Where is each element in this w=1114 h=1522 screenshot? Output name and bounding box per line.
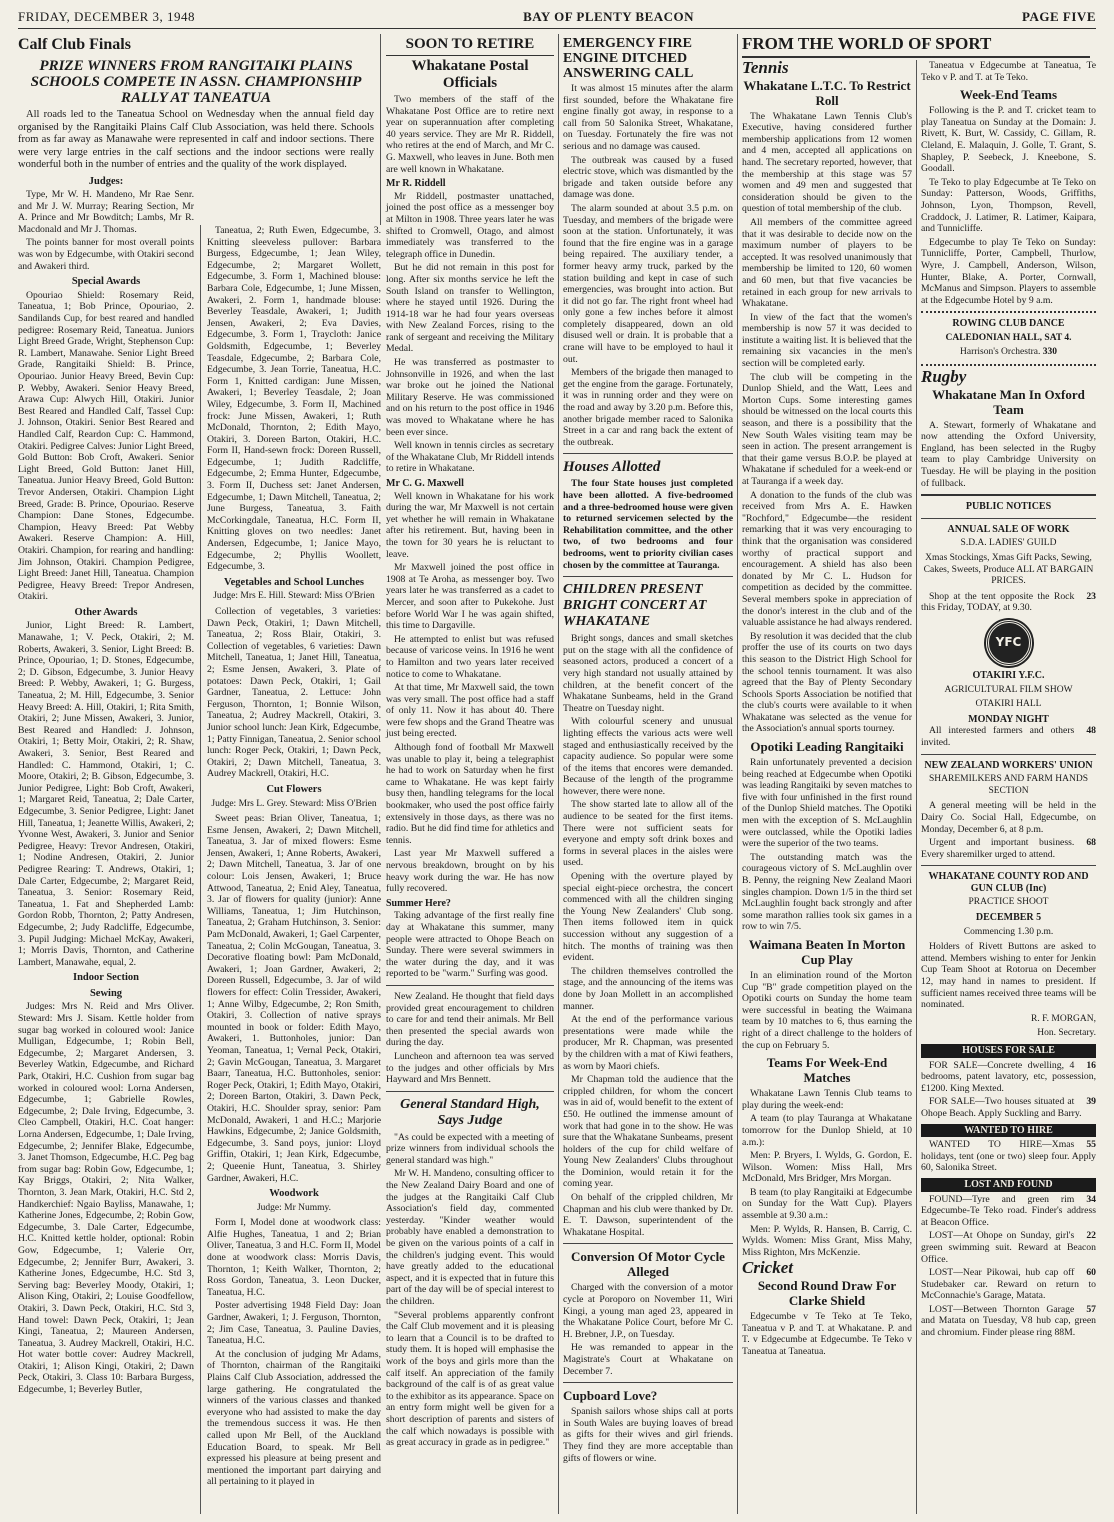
paragraph: Last year Mr Maxwell suffered a nervous breakdown, brought on by his heavy work during the war. He has now fully recovered. <box>386 848 554 895</box>
paragraph: Well known in Whakatane for his work during the war, Mr Maxwell is not certain yet whether he will remain in Whakatane after his retirement. But, having been in the town for 30 years he is reluctant to leave. <box>386 490 554 560</box>
paragraph: In view of the fact that the women's membership is now 57 it was decided to institute a waiting list. It is believed that the remaining six vacancies in the men's section will be completed early. <box>742 311 912 370</box>
ad-number: 23 <box>1086 590 1096 602</box>
paragraph: Judge: Mrs L. Grey. Steward: Miss O'Brien <box>211 798 377 809</box>
paragraph: The children themselves controlled the stage, and the announcing of the items was done by Joan Mollett in an accomplished manner. <box>563 965 733 1012</box>
paragraph: A donation to the funds of the club was received from Mrs A. E. Hawken "Rochford," Edgecumbe—the resident remarking that it was very encouraging to think that the organisation was considered worthy of practical support and encouragement. A shield has also been donated by Mr C. L. Hudson for competition as decided by the committee. Several members spoke in appreciation of the donor's interest in the club and of the valuable assistance he had always rendered. <box>742 489 912 629</box>
ad-union-text <box>921 837 1096 860</box>
headline-motor-cycle: Conversion Of Motor Cycle Alleged <box>571 1249 725 1280</box>
classified-ad <box>921 1139 1096 1174</box>
divider <box>921 364 1096 366</box>
paragraph: But he did not remain in this post for long. After six months service he left the South Island on transfer to Wellington, where he stayed until 1926. During the 1914-18 war he had four years overseas with New Zealand Forces, rising to the rank of sergeant and receiving the Military Medal. <box>386 262 554 355</box>
paragraph: Taking advantage of the first really fine day at Whakatane this summer, many people were attracted to Ohope Beach on Sunday. There were several swimmers in the water during the day, and it was reported to be "warm." Surfing was good. <box>386 910 554 980</box>
divider <box>386 985 554 986</box>
subhead-cut-flowers: Cut Flowers <box>266 783 322 795</box>
paragraph: He was transferred as postmaster to Johnsonville in 1926, and when the last war broke out he joined the National Military Reserve. He was commissioned and on his return to the post office in 1946 was moved to Whakatane where he has been ever since. <box>386 357 554 438</box>
divider <box>921 518 1096 519</box>
ad-number: 60 <box>1086 1267 1096 1279</box>
ad-rowing-venue: CALEDONIAN HALL, SAT 4. <box>945 332 1072 343</box>
public-notices-header: PUBLIC NOTICES <box>965 501 1052 513</box>
headline-fire-engine: EMERGENCY FIRE ENGINE DITCHED ANSWERING CALL <box>563 36 694 81</box>
paragraph: A team (to play Tauranga at Whakatane tomorrow for the Dunlop Shield, at 10 a.m.): <box>742 1113 912 1148</box>
paragraph: Whakatane Lawn Tennis Club teams to play during the week-end: <box>742 1088 912 1111</box>
paragraph: The show started late to allow all of the audience to be seated for the first items. There were not sufficient seats for everyone and empty soft drink boxes and forms in several places in the aisles were used. <box>563 799 733 869</box>
headline-general-standard: General Standard High, Says Judge <box>400 1096 540 1128</box>
ad-sale-text <box>921 591 1096 614</box>
ad-text: FOR SALE—Two houses situated at Ohope Beach. Apply Suckling and Barry. <box>921 1096 1082 1119</box>
paragraph: Mr Maxwell joined the post office in 1908 at Te Aroha, as messenger boy. Two years later he was transferred as a cadet to Mercer, and soon after to Pukekohe. Just before World War I he was again shifted, this time to Dargaville. <box>386 562 554 632</box>
paragraph: Bright songs, dances and small sketches put on the stage with all the confidence of seasoned actors, produced a concert of a very high standard not usually attained by children, at the benefit concert of the Whakatane Sunbeams, held in the Grand Theatre on Tuesday night. <box>563 633 733 714</box>
paragraph: Members of the brigade then managed to get the engine from the garage. Fortunately, it was in running order and they were on the road and away by 3.20 p.m. Before this, another brigade member raced to Salonika Street in a car and rang back the extent of the outbreak. <box>563 367 733 448</box>
paragraph: Type, Mr W. H. Mandeno, Mr Rae Senr. and Mr J. W. Murray; Rearing Section, Mr A. Prince and Mr Bowditch; Lambs, Mr R. Macdonald and Mr J. Thomas. <box>18 189 194 235</box>
headline-cupboard: Cupboard Love? <box>563 1388 658 1404</box>
ad-number: 39 <box>1086 1096 1096 1108</box>
paragraph: Edgecumbe v Te Teko at Te Teko, Taneatua v P. and T. at Whakatane. P. and T. v Edgecumbe at Edgecumbe. Te Teko v Taneatua at Taneatua. <box>742 1311 912 1357</box>
paragraph: Two members of the staff of the Whakatane Post Office are to retire next year on superannuation after completing 40 years service. They are Mr R. Riddell, who retires at the end of March, and Mr C. G. Maxwell, who leaves in June. Both men are well known in Whakatane. <box>386 94 554 175</box>
headline-calf-club: PRIZE WINNERS FROM RANGITAIKI PLAINS SCHOOLS COMPETE IN ASSN. CHAMPIONSHIP RALLY AT TANEATUA <box>30 58 362 106</box>
ad-number: 48 <box>1086 725 1096 737</box>
paragraph: At that time, Mr Maxwell said, the town was very small. The post office had a staff of only 11. Now it has about 40. There were few shops and the Grand Theatre was just being erected. <box>386 682 554 740</box>
ad-number: 55 <box>1086 1139 1096 1151</box>
paragraph: The points banner for most overall points was won by Edgecumbe, with Otakiri second and Awakeri third. <box>18 237 194 272</box>
subhead-vegetables: Vegetables and School Lunches <box>224 576 364 588</box>
paragraph: At the conclusion of judging Mr Adams, of Thornton, chairman of the Rangitaiki Plains Calf Club Association, addressed the large gathering. He congratulated the winners of the various classes and thanked everyone who had assisted to make the day the tremendous success it was. He then called upon Mr Bell, of the Auckland Education Board, to speak. Mr Bell expressed his pleasure at being present and mentioned the important part dairying and all pertaining to it played in <box>207 1348 381 1488</box>
column-4 <box>563 34 733 1514</box>
paragraph: Taneatua, 2; Ruth Ewen, Edgecumbe, 3. Knitting sleeveless pullover: Barbara Burgess, Edgecumbe, 1; Jean Wiley, Edgecumbe, 2; Margaret Wollett, Edgecumbe, 3. Form 1, Machined blouse: Barbara Cole, Edgecumbe, 1; June Missen, Awakeri, 2. Form 1, handmade blouse: Beverley Teasdale, Awakeri, 1; Judith Jensen, Awakeri, 2; Eva Davies, Edgecumbe, 3. Form 1, Traycloth: Janice Goldsmith, Edgecumbe, 1; Beverley Teasdale, Edgecumbe, 2; Barbara Cole, Edgecumbe, 3. Jean Torrie, Taneatua, H.C. Form 1, Knitted cardigan: June Missen, Awakeri, 1; Beverley Teasdale, 2; Joan Wiley, Edgecumbe, 3. Form II, Machined frock: June Missen, Awakeri, 1; Ruth McDonald, Thornton, 2; Edith Mayo, Otakiri, 3. Doreen Barton, Otakiri, H.C. Form II, Hand-sewn frock: Doreen Russell, Edgecumbe, 1; Judith Radcliffe, Edgecumbe, 2; Emma Hunter, Edgecumbe, 3. Form II, Duchess set: Janet Andersen, Edgecumbe, 1; Dawn Mitchell, Taneatua, 2; June Burgess, Taneatua, 3. Faith McCorkingdale, Taneatua, H.C. Form II, Knitting gloves on two needles: Janet Andersen, Edgecumbe, 1; Janice Mayo, Edgecumbe, 2; Phyllis Woollett, Edgecumbe, 3. <box>207 225 381 573</box>
divider <box>563 453 733 454</box>
paragraph: "Several problems apparently confront the Calf Club movement and it is pleasing to learn that a Council is to be drafted to study them. It is hoped will emphasise the work of the boys and girls more than the calf itself. An appreciation of the family background of the calf is of as great value to the exhibitor as its appearance. Space on an entry form might well be given for a short description of parents and sisters of the calf which nowadays is possible with as great accuracy in grade as in pedigree." <box>386 1309 554 1449</box>
paragraph: Sweet peas: Brian Oliver, Taneatua, 1; Esme Jensen, Awakeri, 2; Dawn Mitchell, Taneatua, 3. Jar of mixed flowers: Esme Jensen, Awakeri, 1; Anne Roberts, Awakeri, 2; Dawn Mitchell, Taneatua, 3. Jar of one colour: Lois Jensen, Awakeri, 1; Bruce Attwood, Taneatua, 2; Enid Aley, Taneatua, 3. Jar of flowers for quality (junior): Anne Williams, Taneatua, 1; Jim Hutchinson, Taneatua, 2; Graham Hutchinson, 3. Senior: Pam McDonald, Awakeri, 1; Gael Carpenter, Taneatua, 2; Colin McGougan, Taneatua, 3. Decorative floating bowl: Pam McDonald, Awakeri, 1; Joan Gardner, Awakeri, 2; Doreen Russell, Edgecumbe, 3. Jar of wild flowers for effect: Colin Tressider, Awakeri, 1; Anne Wilby, Edgecumbe, 2; Ron Smith, Otakiri, 3. Collection of native sprays mounted in book or folder: Edith Mayo, Awakeri, 1. Buttonholes, junior: Dan Yeoman, Taneatua, 1; Vernal Peck, Otakiri, 2; Gavin McGougan, Taneatua, 3. Margaret Baarr, Taneatua, H.C. Buttonholes, senior: Roger Peck, Otakiri, 1; Edith Mayo, Otakiri, 2; Doreen Barton, Otakiri, 3. Dawn Peck, Otakiri, H.C. Shoulder spray, senior: Pam McDonald, Awakeri, 1 and H.C.; Marjorie Hawkins, Edgecumbe, 2; Janice Goldsmith, Edgecumbe, 3. Sand poys, junior: Lloyd Griffin, Otakiri, 1; Jean Kirk, Edgecumbe, 2; Queenie Hunt, Taneatua, 3. Shirley Gardner, Awakeri, H.C. <box>207 813 381 1184</box>
paragraph: Judge: Mr Nummy. <box>256 1202 332 1213</box>
headline-week-end-teams: Week-End Teams <box>959 87 1058 103</box>
paragraph: B team (to play Rangitaiki at Edgecumbe on Sunday for the Watt Cup). Players assemble at 9.30 a.m.: <box>742 1186 912 1222</box>
divider <box>563 1382 733 1383</box>
column-rule <box>558 34 559 1514</box>
kicker-calf-club: Calf Club Finals <box>18 36 131 53</box>
paragraph: The club will be competing in the Dunlop Shield, and the Watt, Lees and Morton Cups. Some interesting games should be witnessed on the local courts this season, and there is a possibility that the New South Wales visiting team may be seen in action. The present arrangement is that their game versus B.O.P. be played at Whakatane if scheduled for a week-end or at Tauranga if a week day. <box>742 371 912 487</box>
paragraph: Mr Riddell, postmaster unattached, joined the post office as a messenger boy at Milton in 1908. Three years later he was shifted to Cromwell, Otago, and almost immediately was transferred to the telegraph office in Dunedin. <box>386 190 554 260</box>
subhead-maxwell: Mr C. G. Maxwell <box>386 478 464 489</box>
paragraph: It was almost 15 minutes after the alarm first sounded, before the Whakatane fire engine finally got away, in response to a call from 50 Salonika Street, Whakatane, on Tuesday. Fortunately the fire was not serious and no damage was caused. <box>563 83 733 152</box>
divider <box>921 311 1096 313</box>
classified-header-houses: HOUSES FOR SALE <box>921 1044 1096 1058</box>
paragraph: The outbreak was caused by a fused electric stove, which was dismantled by the brigade and taken outside before any damage was done. <box>563 154 733 201</box>
ad-number: 34 <box>1086 1193 1096 1205</box>
ad-text: WANTED TO HIRE—Xmas holidays, tent (one or two) sleep four. Apply 60, Salonika Street. <box>921 1139 1096 1174</box>
divider <box>921 494 1096 496</box>
paragraph: Edgecumbe to play Te Teko on Sunday: Tunnicliffe, Porter, Campbell, Thurlow, Wyre, J. Campbell, Anderson, Wilson, Hunter, Blake, A. Porter, Cornwall, McManus and Simpson. Players to assemble at the Edgecumbe Hotel by 9 a.m. <box>921 236 1096 306</box>
paragraph: Mr Chapman told the audience that the crippled children, for whom the concert was in aid of, would benefit to the extent of £50. He outlined the immense amount of work that had gone in to the show. He was sure that the Whakatane Sunbeams, present holders of the cup for child welfare of Young New Zealanders' Clubs throughout the Dominion, would retain it for the coming year. <box>563 1074 733 1190</box>
ad-number: 68 <box>1086 837 1096 849</box>
headline-ltc: Whakatane L.T.C. To Restrict Roll <box>743 77 911 108</box>
subhead-summer: Summer Here? <box>386 897 451 909</box>
section-cricket: Cricket <box>742 1258 793 1278</box>
paragraph: Well known in tennis circles as secretary of the Whakatane Club, Mr Riddell intends to retire in Whakatane. <box>386 440 554 475</box>
headline-teams: Teams For Week-End Matches <box>766 1055 888 1086</box>
ad-rowing-music <box>921 347 1096 359</box>
ad-number: 57 <box>1086 1303 1096 1315</box>
subhead-special-awards: Special Awards <box>71 276 141 288</box>
ad-text: LOST—Between Thornton Garage and Matata on Tuesday, V8 hub cap, green and chromium. Finder please ring 88M. <box>921 1303 1096 1339</box>
ad-yfc-title: OTAKIRI Y.F.C. <box>972 669 1045 681</box>
paragraph: He was remanded to appear in the Magistrate's Court at Whakatane on December 7. <box>563 1342 733 1377</box>
paragraph: The alarm sounded at about 3.5 p.m. on Tuesday, and members of the brigade were soon at the station. Unfortunately, it was found that the fire engine was in a garage being repaired. The auxiliary tender, a former heavy army truck, parked by the station building and kept in case of such emergencies, was brought into action. But it did not go far. The right front wheel had only gone a few inches before it almost completely disappeared, down an old disused well or drain. It is probable that a crane will have to be employed to haul it out. <box>563 202 733 365</box>
classified-ad <box>921 1304 1096 1339</box>
yfc-logo-icon: YFC <box>986 620 1032 666</box>
paragraph: Mr W. H. Mandeno, consulting officer to the New Zealand Dairy Board and one of the judges at the Rangitaiki Calf Club Association's field day, commented yesterday. "Kinder weather would probably have enabled a demonstration to be given on the various points of a calf in the children's judging event. This would have greatly added to the educational aspect, and it is expected that in future this part of the day will be of special interest to the children. <box>386 1168 554 1307</box>
paragraph: Te Teko to play Edgecumbe at Te Teko on Sunday: Patterson, Woods, Griffiths, Johnson, Lyon, Thompson, Revell, Craddock, J. Latimer, R. Latimer, Kaipara, and Tunnicliffe. <box>921 176 1096 235</box>
paragraph: Opouriao Shield: Rosemary Reid, Taneatua, 1; Bob Prince, Opouriao, 2. Sandilands Cup, for best reared and handled pedigree: Rosemary Reid, Taneatua. Juniors Light Breed Grade, Wright, Stephenson Cup: R. Lambert, Manawahe. Senior Light Breed Grade, Rangitaiki Shield: B. Prince, Opouriao. Junior Heavy Breed, Bevin Cup: P. Webby, Awakeri. Senior Heavy Breed, Arawa Cup: Alwych Hill, Otakiri. Junior Best Reared and Handled Calf, Tassel Cup: J. Johnson, Otakiri. Senior Best Reared and Handled Calf, Reardon Cup: C. Hammond, Otakiri. Pedigree Calves: Junior Light Breed, Gold Button: Bob Croft, Awakeri. Senior Light Breed, Gold Button: Janet Hill, Taneatua. Junior Heavy Breed, Gold Button: Trevor Andersen, Otakiri. Champion Light Breed, Grade: B. Prince, Opouriao. Reserve Champion: Dane Stones, Edgecumbe. Champion, Heavy Breed: Pat Webby Awakeri. Reserve Champion: A. Hill, Otakiri. Champion, for rearing and handling: Jim Johnson, Otakiri. Champion Pedigree, Light Breed: Janet Hill, Taneatua. Champion Pedigree, Heavy Breed: Trepor Andresen, Otakiri. <box>18 289 194 603</box>
paragraph: New Zealand. He thought that field days provided great encouragement to children to care for and tend their animals. Mr Bell then presented the special awards won during the day. <box>386 990 554 1049</box>
headline-clarke-shield: Second Round Draw For Clarke Shield <box>757 1278 897 1309</box>
ad-text: FOR SALE—Concrete dwelling, 4 bedrooms, patent lavatory, etc, possession, £1200. King Mexted. <box>921 1059 1096 1094</box>
ad-gun-text: Commencing 1.30 p.m. <box>963 926 1054 937</box>
ad-gun-title: WHAKATANE COUNTY ROD AND GUN CLUB (Inc) <box>928 871 1089 894</box>
paragraph: The Whakatane Lawn Tennis Club's Executive, having considered further membership applications from 12 women and 4 men, accepted all applications on hand. The secretary reported, however, that the membership at this stage was 57 women and 49 men and suggested that consideration should be given to the question of total membership of the club. <box>742 110 912 215</box>
paragraph: "As could be expected with a meeting of prize winners from individual schools the general standard was high." <box>386 1131 554 1166</box>
paragraph: Junior, Light Breed: R. Lambert, Manawahe, 1; V. Peck, Otakiri, 2; M. Roberts, Awakeri, 3. Senior, Light Breed: B. Prince, Opouriao, 1; D. Stones, Edgecumbe, 2; D. Gibson, Edgecumbe, 3. Junior Heavy Breed: P. Webby, Awakeri, 1; G. Burgess, Taneatua, 2; M. Hill, Edgecumbe, 3. Senior Heavy Breed: A. Hill, Otakiri, 1; Rita Smith, Otakiri, 2; June Missen, Awakeri, 3. Junior, Best Reared and Handled: J. Johnson, Otakiri, 1; Betty Moir, Otakiri, 2; R. Shaw, Awakeri, 3. Senior, Best Reared and Handled: C. Hammond, Otakiri, 1; C. Moore, Otakiri, 2; B. Gibson, Edgecumbe, 3. Junior Pedigree, Light: Bob Croft, Awakeri, 1; Margaret Reid, Taneatua, 2; Dale Carter, Edgecumbe, 3. Senior Pedigree, Light: Janet Hill, Taneatua, 1; Jeanette Willis, Awakeri, 2; Yvonne West, Awakeri, 3. Junior and Senior Pedigree, Heavy: Trevor Andresen, Otakiri, 1; Nodine Andresen, Otakiri, 2. Junior Pedigree Rearing: T. Andrews, Otakiri, 1; Dale Carter, Edgecumbe, 2; Margaret Reid, Taneatua, 3. Senior: Rosemary Reid, Taneatua, 1. Fat and Shepherded Lamb: Gordon Robb, Thornton, 2; Patty Andresen, Edgecumbe, 2; Judy Radcliffe, Edgecumbe, 3. Pupil Judging: Michael McKay, Awakeri, 1; Morris Davis, Thornton, and Catherine Lambert, Manawahe, equal, 2. <box>18 620 194 968</box>
divider <box>921 754 1096 755</box>
paragraph: Rain unfortunately prevented a decision being reached at Edgecumbe when Opotiki was leading Rangitaiki by seven matches to five with four unfinished in the first round of the Dunlop Shield matches. The Opotiki men with the exception of S. McLaughlin were outclassed, while the Opotiki ladies were the superior of the two teams. <box>742 757 912 850</box>
column-3 <box>386 34 554 1514</box>
subhead-sewing: Sewing <box>89 987 123 999</box>
ad-rowing-title: ROWING CLUB DANCE <box>952 318 1065 330</box>
paragraph: Men: P. Wylds, R. Hansen, B. Carrig, C. Wylds. Women: Miss Grant, Miss Mahy, Miss Righton, Mrs McKenzie. <box>742 1223 912 1258</box>
subhead-other-awards: Other Awards <box>74 606 138 618</box>
headline-oxford: Whakatane Man In Oxford Team <box>932 386 1085 417</box>
divider <box>921 865 1096 866</box>
headline-postal: Whakatane Postal Officials <box>411 58 529 91</box>
divider <box>386 1091 554 1092</box>
classified-ad <box>921 1194 1096 1229</box>
ad-gun-text: DECEMBER 5 <box>975 912 1042 924</box>
ad-gun-signature: R. F. MORGAN, <box>1031 1013 1096 1024</box>
ad-number: 16 <box>1086 1059 1096 1071</box>
paragraph: The outstanding match was the courageous victory of S. McLaughlin over B. Penny, the reigning New Zealand Maori singles champion. Down 1/5 in the third set McLaughlin fought back strongly and after some marathon rallies took six games in a row to win 7/5. <box>742 851 912 933</box>
ad-yfc-text: MONDAY NIGHT <box>968 713 1049 725</box>
ad-union-sub: SHAREMILKERS AND FARM HANDS SECTION <box>929 774 1088 796</box>
ad-number: 22 <box>1086 1230 1096 1242</box>
paragraph: Judges: Mrs N. Reid and Mrs Oliver. Steward: Mrs J. Sisam. Kettle holder from sugar bag worked in coloured wool: Janice Mulligan, Edgecumbe, 1; Robin Bell, Edgecumbe, 2; Margaret Andersen, 3. Beverley Watkin, Edgecumbe, and Richard Park, Otakiri, H.C. Cushion from sugar bag worked in coloured wool: Lorna Andersen, Edgecumbe, 1; Gabrielle Rowles, Edgecumbe, 2; Dale Irving, Edgecumbe, 3. Cleo Campbell, Otakiri, H.C. Coat hanger: Lorna Andersen, Edgecumbe, 1; Dale Irving, Edgecumbe, 2; Jennifer Blake, Edgecumbe, 3. Janet Thomson, Edgecumbe, H.C. Peg bag from sugar bag: Robin Gow, Edgecumbe, 1; Kay Briggs, Otakiri, 2; Nita Walker, Thornton, 3. Jean Mark, Otakiri, H.C. Std 2, Handkerchief: Ngaio Bayliss, Manawahe, 1; Katherine Jones, Edgecumbe, 2; Robin Gow, Edgecumbe, 3. Dale Carter, Edgecumbe, H.C. Knitted kettle holder, optional: Robin Gow, Edgecumbe, 1; Valerie Orr, Edgecumbe, 2; Jennifer Burr, Awakeri, 3. Katherine Jones, Edgecumbe, H.C. Std 3, Serving bag: Beverley Moody, Otakiri, 1; Alison King, Otakiri, 2; Louise Goodfellow, Otakiri, 3. Dawn Peck, Otakiri, H.C. Std 3, Hand towel: Dawn Peck, Otakiri, 1; Jean Kingi, Taneatua, 2; Maureen Andersen, Taneatua, 3. Audrey Mackrell, Otakiri, H.C. Hot water bottle cover: Audrey Mackrell, Otakiri, 1; Alison Kingi, Otakiri, 2; Dawn Peck, Otakiri, 3. Class 10: Barbara Burgess, Edgecumbe, 1; Beverley Butler, <box>18 1001 194 1396</box>
column-2-content <box>200 225 381 1514</box>
paragraph: Poster advertising 1948 Field Day: Joan Gardner, Awakeri, 1; J. Ferguson, Thornton, 2; Jim Case, Taneatua, 3. Pauline Davies, Taneatua, H.C. <box>207 1300 381 1347</box>
ad-union-title: NEW ZEALAND WORKERS' UNION <box>924 759 1093 771</box>
paragraph: All members of the committee agreed that it was desirable to decide now on the maximum number of players to be accepted. It was resolved unanimously that membership be limited to 120, 60 women and 60 men, but that five vacancies be retained in each group for new arrivals to Whakatane. <box>742 216 912 310</box>
paragraph: Collection of vegetables, 3 varieties: Dawn Peck, Otakiri, 1; Dawn Mitchell, Taneatua, 2; Ross Blair, Otakiri, 3. Collection of vegetables, 6 varieties: Dawn Mitchell, Taneatua, 1; Janet Hill, Taneatua, 2; Esme Jensen, Awakeri, 3. Plate of potatoes: Dawn Peck, Otakiri, 1; Gail Gardner, Taneatua, 2. Lettuce: John Ferguson, Thornton, 1; Bonnie Wilson, Taneatua, 2; Audrey Mackrell, Otakiri, 3. Junior school lunch: Jean Kirk, Edgecumbe, 1; Patty Finnigan, Taneatua, 2. Senior school lunch: Roger Peck, Otakiri, 1; Dawn Peck, Otakiri, 2; Dawn Mitchell, Taneatua, 3. Audrey Mackrell, Otakiri, H.C. <box>207 606 381 780</box>
paragraph: Taneatua v Edgecumbe at Taneatua, Te Teko v P. and T. at Te Teko. <box>921 60 1096 83</box>
classified-header-lost: LOST AND FOUND <box>921 1178 1096 1192</box>
ad-yfc-text: OTAKIRI HALL <box>975 699 1042 710</box>
ad-text: FOUND—Tyre and green rim Edgecumbe-Te Teko road. Finder's address at Beacon Office. <box>921 1193 1096 1228</box>
subhead-woodwork: Woodwork <box>269 1188 319 1200</box>
ad-sale-sub: S.D.A. LADIES' GUILD <box>960 538 1057 549</box>
subhead-indoor-section: Indoor Section <box>72 972 140 984</box>
subhead-judges: Judges: <box>88 175 124 187</box>
paragraph: Judge: Mrs E. Hill. Steward: Miss O'Brien <box>213 591 375 602</box>
paragraph: Luncheon and afternoon tea was served to the judges and other officials by Mrs Hayward and Mrs Bennett. <box>386 1050 554 1086</box>
page-number: PAGE FIVE <box>1022 9 1096 24</box>
ad-yfc-footer <box>921 725 1096 748</box>
column-rule <box>737 34 738 1514</box>
headline-waimana: Waimana Beaten In Morton Cup Play <box>748 936 906 967</box>
sport-banner: FROM THE WORLD OF SPORT <box>742 34 1090 58</box>
ad-sale-title: ANNUAL SALE OF WORK <box>947 523 1070 535</box>
subhead-riddell: Mr R. Riddell <box>386 178 446 190</box>
headline-concert: CHILDREN PRESENT BRIGHT CONCERT AT WHAKATANE <box>563 582 707 630</box>
paragraph: Charged with the conversion of a motor cycle at Poroporo on November 11, Wiri Kingi, a young man aged 23, appeared in the Whakatane Police Court, before Mr C. H. Brebner, J.P., on Tuesday. <box>563 1282 733 1340</box>
paragraph: The four State houses just completed have been allotted. A five-bedroomed and a three-bedroomed house were given to returned servicemen selected by the Rehabilitation committee, and the other two, of two bedrooms and four bedrooms, went to priority civilian cases chosen by the committee at Tauranga. <box>563 478 733 571</box>
ad-text: Urgent and important business. Every sharemilker urged to attend. <box>921 837 1075 860</box>
lede-calf-club: All roads led to the Taneatua School on Wednesday when the annual field day organised by the Rangitaiki Plains Calf Club Association, was held there. Schools from as far away as Manawahe were represented in calf and indoor sections. There were very large entries in the calf sections and the indoor sections were really wonderful both in the number of entries and the quality of the work displayed. <box>18 109 374 170</box>
ad-gun-text: PRACTICE SHOOT <box>968 897 1049 908</box>
classified-ad <box>921 1230 1096 1265</box>
ad-text: Harrison's Orchestra. <box>960 347 1041 358</box>
ad-sale-items: Xmas Stockings, Xmas Gift Packs, Sewing, Cakes, Sweets, Produce ALL AT BARGAIN PRICES. <box>923 553 1094 587</box>
divider <box>563 576 733 577</box>
paragraph: A. Stewart, formerly of Whakatane and now attending the Oxford University, England, has been selected in the Rugby team to play Cambridge University on Tuesday. He will be playing in the position of fullback. <box>921 419 1096 489</box>
section-rugby: Rugby <box>921 367 967 387</box>
column-6 <box>921 60 1096 1514</box>
ad-text: All interested farmers and others invited. <box>921 725 1075 748</box>
column-rule <box>916 60 917 1514</box>
paragraph: He attempted to enlist but was refused because of varicose veins. In 1916 he went to Hamilton and two years later received notice to come to Whakatane. <box>386 633 554 680</box>
paragraph: Men: P. Bryers, I. Wylds, G. Gordon, E. Wilson. Women: Miss Hall, Mrs McDonald, Mrs Bridger, Mrs Morgan. <box>742 1150 912 1185</box>
headline-houses: Houses Allotted <box>563 459 661 476</box>
classified-ad <box>921 1060 1096 1095</box>
paragraph: Spanish sailors whose ships call at ports in South Wales are buying loaves of bread as gifts for their wives and girl friends. They find they are more acceptable than gifts of flowers or wine. <box>563 1406 733 1464</box>
ad-gun-signature: Hon. Secretary. <box>1037 1028 1096 1039</box>
section-tennis: Tennis <box>742 58 789 77</box>
classified-header-wanted: WANTED TO HIRE <box>921 1124 1096 1138</box>
paragraph: By resolution it was decided that the club proffer the use of its courts on two days this season to the District High School for the school tennis tournament. It was also agreed that the Bay of Plenty Secondary Schools Sports Association be notified that the club's courts were available to it when Whakatane was selected as the venue for the Association's annual sports tourney. <box>742 630 912 735</box>
paragraph: Following is the P. and T. cricket team to play Taneatua on Sunday at the Domain: J. Rivett, K. Burt, W. Cassidy, C. Gillam, R. Cleland, E. Malaquin, J. Golle, T. Grant, S. Shapley, P. Seebeck, J. Kneebone, S. Goodall. <box>921 105 1096 175</box>
paragraph: Form I, Model done at woodwork class: Alfie Hughes, Taneatua, 1 and 2; Brian Oliver, Taneatua, 3 and H.C. Form II, Model done at woodwork class: Morris Davis, Thornton, 1; Keith Walker, Thornton, 2; Ross Gordon, Taneatua, 3. Leon Ducker, Taneatua, H.C. <box>207 1217 381 1298</box>
kicker-retire: SOON TO RETIRE <box>386 36 554 56</box>
ad-text: LOST—At Ohope on Sunday, girl's green swimming suit. Reward at Beacon Office. <box>921 1230 1096 1265</box>
ad-union-text: A general meeting will be held in the Dairy Co. Social Hall, Edgecumbe, on Monday, December 6, at 8 p.m. <box>921 800 1096 835</box>
issue-date: FRIDAY, DECEMBER 3, 1948 <box>18 9 196 24</box>
paragraph: With colourful scenery and unusual lighting effects the various acts were well staged and enthusiastically received by the capacity audience. So popular were some of the items that encores were demanded. Because of the length of the programme however, there were none. <box>563 716 733 797</box>
paragraph: Opening with the overture played by special eight-piece orchestra, the concert commenced with all the children singing the Young New Zealanders' Club song. Then items followed item in quick succession without any suggestion of a hitch. The months of training was then evident. <box>563 871 733 964</box>
masthead <box>18 6 1096 29</box>
ad-text: LOST—Near Pikowai, hub cap off Studebaker car. Reward on return to McConnachie's Garage, Matata. <box>921 1267 1096 1302</box>
ad-text: Shop at the tent opposite the Rock this Friday, TODAY, at 9.30. <box>921 590 1075 614</box>
paragraph: On behalf of the crippled children, Mr Chapman and his club were thanked by Dr. E. T. Dawson, superintendent of the Whakatane Hospital. <box>563 1192 733 1238</box>
paper-name: BAY OF PLENTY BEACON <box>523 9 695 24</box>
headline-opotiki: Opotiki Leading Rangitaiki <box>750 739 904 755</box>
classified-ad <box>921 1267 1096 1302</box>
paragraph: In an elimination round of the Morton Cup "B" grade competition played on the Opotiki courts on Sunday the home team were successful in beating the Waimana team by 10 matches to 6, thus earning the right of a direct challenge to the holders of the cup on February 5. <box>742 969 912 1051</box>
divider <box>563 1243 733 1244</box>
classified-ad <box>921 1096 1096 1119</box>
ad-gun-text: Holders of Rivett Buttons are asked to attend. Members wishing to enter for Jenkin Cup Team Shoot at Rotorua on December 12, may hand in names to president. If sufficient names received three teams will be nominated. <box>921 941 1096 1011</box>
paragraph: At the end of the performance various presentations were made while the producer, Mr R. Chapman, was presented by the children with a mat of Kiwi feathers, as worn by Maori chiefs. <box>563 1014 733 1072</box>
ad-yfc-text: AGRICULTURAL FILM SHOW <box>944 684 1073 695</box>
ad-number: 330 <box>1042 347 1057 358</box>
paragraph: Although fond of football Mr Maxwell was unable to play it, being a telegraphist he had to work on Saturday when he first came to Whakatane. He was kept fairly busy then, handling telegrams for the local bookmaker, who used the post office fairly extensively in those days, as there was no radio. But he did find time for athletics and tennis. <box>386 742 554 846</box>
